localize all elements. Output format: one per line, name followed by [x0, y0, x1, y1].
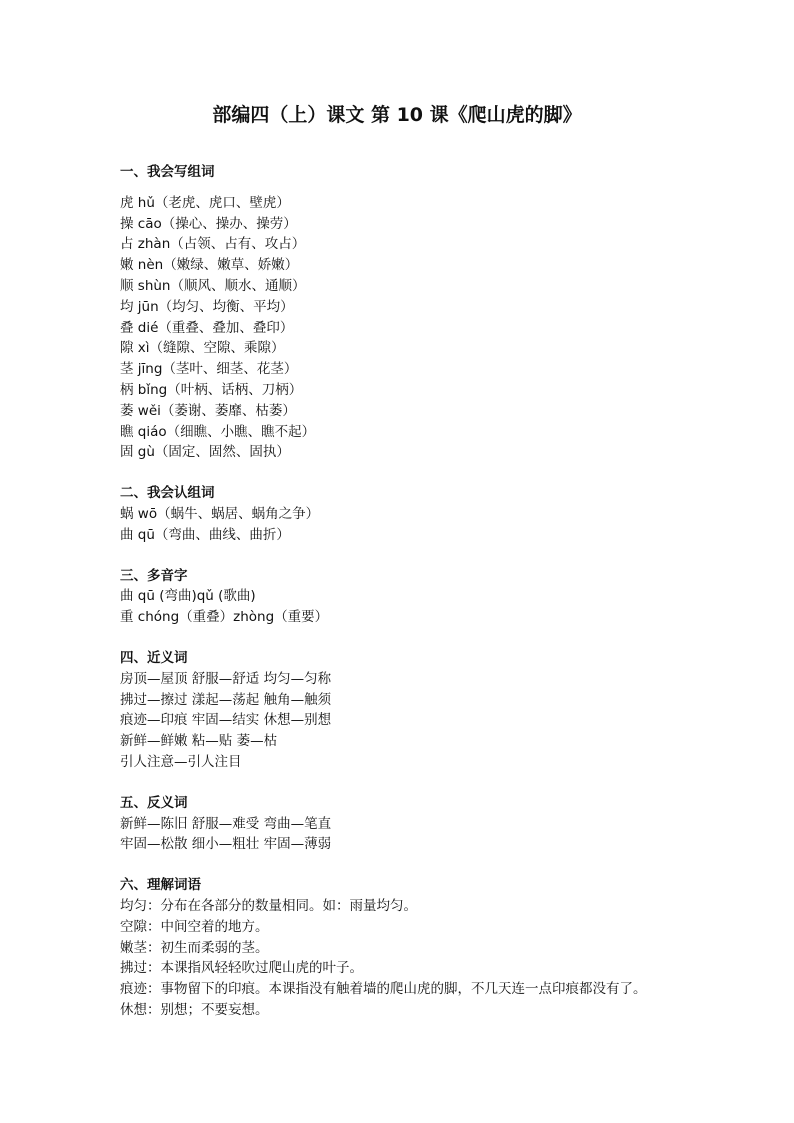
section-line: 痕迹—印痕 牢固—结实 休想—别想 [120, 712, 332, 729]
section-heading: 一、我会写组词 [120, 164, 215, 180]
section-heading: 二、我会认组词 [120, 485, 215, 502]
section-heading: 六、理解词语 [120, 877, 201, 894]
section-line: 占 zhàn（占领、占有、攻占） [120, 236, 306, 253]
section-line: 房顶—屋顶 舒服—舒适 均匀—匀称 [120, 670, 332, 687]
section-line: 虎 hǔ（老虎、虎口、壁虎） [120, 194, 290, 211]
section-2 [120, 483, 760, 545]
document-body [120, 162, 760, 1041]
section-line: 嫩 nèn（嫩绿、嫩草、娇嫩） [120, 257, 299, 274]
section-line: 拂过—擦过 漾起—荡起 触角—触须 [120, 691, 332, 708]
section-line: 固 gù（固定、固然、固执） [120, 444, 290, 461]
section-line: 休想：别想；不要妄想。 [120, 1001, 269, 1018]
section-line: 隙 xì（缝隙、空隙、乘隙） [120, 340, 285, 357]
section-line: 萎 wěi（萎谢、萎靡、枯萎） [120, 402, 296, 419]
section-line: 引人注意—引人注目 [120, 753, 242, 770]
section-3 [120, 566, 760, 628]
section-line: 曲 qū（弯曲、曲线、曲折） [120, 526, 290, 543]
section-1 [120, 162, 760, 463]
section-4 [120, 648, 760, 773]
section-line: 嫩茎：初生而柔弱的茎。 [120, 939, 269, 956]
section-line: 重 chóng（重叠）zhòng（重要） [120, 609, 329, 626]
section-6 [120, 875, 760, 1021]
section-line: 叠 dié（重叠、叠加、叠印） [120, 319, 294, 336]
section-line: 空隙：中间空着的地方。 [120, 918, 269, 935]
section-line: 均匀：分布在各部分的数量相同。如：雨量均匀。 [120, 897, 417, 914]
section-line: 新鲜—陈旧 舒服—难受 弯曲—笔直 [120, 815, 332, 832]
section-line: 茎 jīng（茎叶、细茎、花茎） [120, 361, 298, 378]
section-heading: 四、近义词 [120, 649, 188, 666]
section-5 [120, 793, 760, 855]
section-line: 瞧 qiáo（细瞧、小瞧、瞧不起） [120, 423, 316, 440]
section-heading: 三、多音字 [120, 567, 188, 584]
section-line: 柄 bǐng（叶柄、话柄、刀柄） [120, 381, 303, 398]
document-title: 部编四（上）课文 第 10 课《爬山虎的脚》 [212, 104, 582, 126]
section-line: 均 jūn（均匀、均衡、平均） [120, 298, 294, 315]
section-line: 蜗 wō（蜗牛、蜗居、蜗角之争） [120, 505, 320, 522]
section-line: 牢固—松散 细小—粗壮 牢固—薄弱 [120, 836, 332, 853]
section-line: 拂过：本课指风轻轻吹过爬山虎的叶子。 [120, 960, 363, 977]
section-heading: 五、反义词 [120, 794, 188, 811]
section-line: 痕迹：事物留下的印痕。本课指没有触着墙的爬山虎的脚，不几天连一点印痕都没有了。 [120, 981, 647, 998]
section-line: 顺 shùn（顺风、顺水、通顺） [120, 277, 306, 294]
section-line: 曲 qū (弯曲)qǔ (歌曲) [120, 588, 256, 605]
section-line: 新鲜—鲜嫩 粘—贴 萎—枯 [120, 733, 278, 750]
section-line: 操 cāo（操心、操办、操劳） [120, 215, 297, 232]
